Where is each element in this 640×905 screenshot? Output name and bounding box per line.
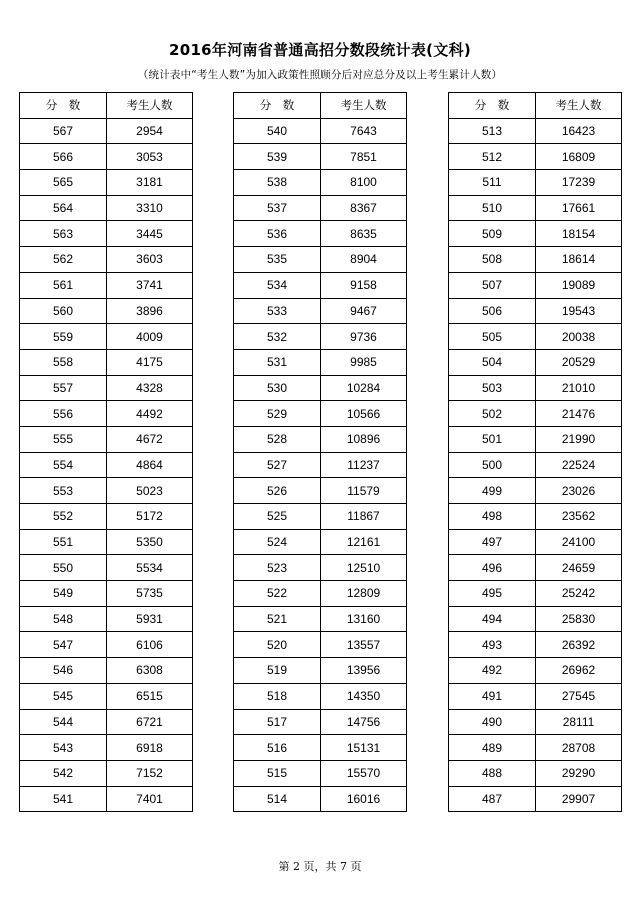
score-cell: 488 [449,760,536,786]
count-cell: 20529 [536,349,622,375]
score-cell: 494 [449,606,536,632]
score-cell: 556 [20,401,107,427]
table-row [449,478,622,504]
table-header-row [234,93,407,119]
score-cell: 561 [20,272,107,298]
count-cell: 21010 [536,375,622,401]
table-row [20,144,193,170]
count-cell: 17239 [536,170,622,196]
count-cell: 6106 [107,632,193,658]
page-title: 2016年河南省普通高招分数段统计表(文科) [168,41,472,59]
count-cell: 3741 [107,272,193,298]
score-cell: 508 [449,247,536,273]
count-cell: 12510 [321,555,407,581]
score-cell: 549 [20,581,107,607]
score-cell: 564 [20,195,107,221]
score-cell: 516 [234,735,321,761]
table-row [449,452,622,478]
table-row [234,735,407,761]
table-row [449,118,622,144]
table-row [234,170,407,196]
count-cell: 11579 [321,478,407,504]
count-cell: 8635 [321,221,407,247]
table-row [20,581,193,607]
table-row [234,683,407,709]
score-cell: 566 [20,144,107,170]
count-cell: 28111 [536,709,622,735]
table-row [234,760,407,786]
count-cell: 7401 [107,786,193,812]
count-cell: 24659 [536,555,622,581]
table-row [234,606,407,632]
score-cell: 558 [20,349,107,375]
count-cell: 13956 [321,658,407,684]
table-row [449,632,622,658]
table-row [449,247,622,273]
count-cell: 16423 [536,118,622,144]
table-row [20,247,193,273]
table-row [449,658,622,684]
count-cell: 21990 [536,426,622,452]
count-cell: 25830 [536,606,622,632]
count-cell: 11867 [321,504,407,530]
score-cell: 502 [449,401,536,427]
score-cell: 511 [449,170,536,196]
count-cell: 5350 [107,529,193,555]
count-cell: 6918 [107,735,193,761]
table-row [234,298,407,324]
table-row [234,349,407,375]
count-cell: 4864 [107,452,193,478]
count-cell: 11237 [321,452,407,478]
count-cell: 5735 [107,581,193,607]
score-cell: 542 [20,760,107,786]
count-cell: 4672 [107,426,193,452]
header-count: 考生人数 [536,93,622,119]
score-cell: 529 [234,401,321,427]
score-cell: 501 [449,426,536,452]
count-cell: 5023 [107,478,193,504]
count-cell: 19089 [536,272,622,298]
table-row [449,298,622,324]
count-cell: 29907 [536,786,622,812]
table-row [234,144,407,170]
count-cell: 28708 [536,735,622,761]
score-cell: 530 [234,375,321,401]
score-cell: 497 [449,529,536,555]
count-cell: 27545 [536,683,622,709]
count-cell: 9467 [321,298,407,324]
count-cell: 9736 [321,324,407,350]
score-cell: 559 [20,324,107,350]
table-row [449,195,622,221]
score-cell: 524 [234,529,321,555]
count-cell: 15570 [321,760,407,786]
score-cell: 523 [234,555,321,581]
count-cell: 5172 [107,504,193,530]
count-cell: 9985 [321,349,407,375]
count-cell: 15131 [321,735,407,761]
score-cell: 522 [234,581,321,607]
score-cell: 534 [234,272,321,298]
table-row [20,760,193,786]
score-cell: 515 [234,760,321,786]
count-cell: 3896 [107,298,193,324]
count-cell: 4492 [107,401,193,427]
score-cell: 492 [449,658,536,684]
table-row [449,375,622,401]
table-row [234,272,407,298]
count-cell: 10896 [321,426,407,452]
table-row [20,606,193,632]
table-row [20,272,193,298]
table-row [449,786,622,812]
table-row [20,478,193,504]
score-cell: 490 [449,709,536,735]
header-count: 考生人数 [107,93,193,119]
score-cell: 553 [20,478,107,504]
count-cell: 25242 [536,581,622,607]
score-cell: 546 [20,658,107,684]
table-row [449,606,622,632]
count-cell: 3603 [107,247,193,273]
score-cell: 509 [449,221,536,247]
table-row [20,375,193,401]
table-row [234,529,407,555]
table-row [20,195,193,221]
score-cell: 550 [20,555,107,581]
count-cell: 5534 [107,555,193,581]
score-cell: 536 [234,221,321,247]
count-cell: 18614 [536,247,622,273]
table-row [234,426,407,452]
count-cell: 10566 [321,401,407,427]
count-cell: 19543 [536,298,622,324]
count-cell: 12161 [321,529,407,555]
table-row [20,324,193,350]
score-cell: 504 [449,349,536,375]
score-cell: 547 [20,632,107,658]
count-cell: 29290 [536,760,622,786]
table-row [449,735,622,761]
count-cell: 6515 [107,683,193,709]
score-cell: 544 [20,709,107,735]
header-count: 考生人数 [321,93,407,119]
table-row [20,401,193,427]
table-row [20,555,193,581]
count-cell: 3310 [107,195,193,221]
table-row [20,658,193,684]
table-row [20,170,193,196]
score-cell: 533 [234,298,321,324]
count-cell: 8100 [321,170,407,196]
score-cell: 514 [234,786,321,812]
count-cell: 24100 [536,529,622,555]
score-cell: 526 [234,478,321,504]
table-row [449,324,622,350]
count-cell: 8904 [321,247,407,273]
count-cell: 21476 [536,401,622,427]
count-cell: 6721 [107,709,193,735]
score-cell: 538 [234,170,321,196]
table-row [20,118,193,144]
count-cell: 26962 [536,658,622,684]
table-row [20,349,193,375]
score-cell: 495 [449,581,536,607]
table-row [20,221,193,247]
table-row [234,555,407,581]
score-cell: 541 [20,786,107,812]
score-cell: 506 [449,298,536,324]
score-table-3 [448,92,622,812]
count-cell: 9158 [321,272,407,298]
table-row [234,504,407,530]
score-cell: 527 [234,452,321,478]
table-row [20,504,193,530]
score-cell: 503 [449,375,536,401]
table-row [234,247,407,273]
score-cell: 528 [234,426,321,452]
score-cell: 513 [449,118,536,144]
score-cell: 491 [449,683,536,709]
table-header-row [20,93,193,119]
table-row [234,195,407,221]
score-cell: 498 [449,504,536,530]
table-row [234,375,407,401]
score-cell: 505 [449,324,536,350]
count-cell: 2954 [107,118,193,144]
count-cell: 8367 [321,195,407,221]
score-table-2 [233,92,407,812]
table-row [449,426,622,452]
table-row [234,478,407,504]
table-row [449,144,622,170]
score-cell: 554 [20,452,107,478]
score-table-1 [19,92,193,812]
count-cell: 13160 [321,606,407,632]
table-row [234,401,407,427]
score-cell: 537 [234,195,321,221]
table-row [449,349,622,375]
score-cell: 557 [20,375,107,401]
count-cell: 14350 [321,683,407,709]
count-cell: 5931 [107,606,193,632]
score-cell: 489 [449,735,536,761]
count-cell: 6308 [107,658,193,684]
count-cell: 13557 [321,632,407,658]
table-row [449,760,622,786]
count-cell: 18154 [536,221,622,247]
page-footer: 第 2 页，共 7 页 [278,860,362,873]
score-cell: 517 [234,709,321,735]
score-cell: 548 [20,606,107,632]
count-cell: 20038 [536,324,622,350]
table-row [20,735,193,761]
score-cell: 543 [20,735,107,761]
table-row [20,298,193,324]
table-row [234,632,407,658]
table-row [234,324,407,350]
score-cell: 521 [234,606,321,632]
count-cell: 7152 [107,760,193,786]
table-row [20,683,193,709]
table-row [234,581,407,607]
table-row [449,272,622,298]
table-row [20,452,193,478]
table-row [449,170,622,196]
table-row [449,683,622,709]
score-cell: 519 [234,658,321,684]
count-cell: 4175 [107,349,193,375]
count-cell: 10284 [321,375,407,401]
score-cell: 520 [234,632,321,658]
table-row [234,118,407,144]
score-cell: 562 [20,247,107,273]
count-cell: 7851 [321,144,407,170]
table-row [234,452,407,478]
score-cell: 525 [234,504,321,530]
table-row [234,786,407,812]
table-row [449,555,622,581]
score-cell: 555 [20,426,107,452]
score-cell: 496 [449,555,536,581]
count-cell: 4328 [107,375,193,401]
score-cell: 565 [20,170,107,196]
table-row [20,632,193,658]
score-cell: 539 [234,144,321,170]
score-cell: 551 [20,529,107,555]
table-row [449,709,622,735]
table-row [234,709,407,735]
score-cell: 499 [449,478,536,504]
score-cell: 535 [234,247,321,273]
count-cell: 23562 [536,504,622,530]
table-row [20,529,193,555]
score-cell: 552 [20,504,107,530]
header-score: 分 数 [234,93,321,119]
table-row [20,426,193,452]
score-cell: 563 [20,221,107,247]
score-cell: 560 [20,298,107,324]
count-cell: 12809 [321,581,407,607]
table-header-row [449,93,622,119]
score-cell: 545 [20,683,107,709]
score-cell: 487 [449,786,536,812]
score-cell: 531 [234,349,321,375]
count-cell: 7643 [321,118,407,144]
count-cell: 14756 [321,709,407,735]
table-row [449,581,622,607]
count-cell: 26392 [536,632,622,658]
score-cell: 540 [234,118,321,144]
table-row [20,786,193,812]
count-cell: 4009 [107,324,193,350]
count-cell: 22524 [536,452,622,478]
score-cell: 518 [234,683,321,709]
table-row [449,529,622,555]
score-cell: 507 [449,272,536,298]
table-row [234,221,407,247]
count-cell: 3053 [107,144,193,170]
count-cell: 16016 [321,786,407,812]
header-score: 分 数 [20,93,107,119]
score-cell: 567 [20,118,107,144]
score-cell: 510 [449,195,536,221]
count-cell: 17661 [536,195,622,221]
table-row [449,504,622,530]
score-cell: 532 [234,324,321,350]
score-cell: 493 [449,632,536,658]
header-score: 分 数 [449,93,536,119]
score-cell: 512 [449,144,536,170]
count-cell: 3445 [107,221,193,247]
count-cell: 16809 [536,144,622,170]
score-cell: 500 [449,452,536,478]
count-cell: 3181 [107,170,193,196]
table-row [20,709,193,735]
table-row [449,401,622,427]
count-cell: 23026 [536,478,622,504]
page-subtitle: （统计表中“考生人数”为加入政策性照顾分后对应总分及以上考生累计人数） [137,69,503,81]
table-row [234,658,407,684]
table-row [449,221,622,247]
